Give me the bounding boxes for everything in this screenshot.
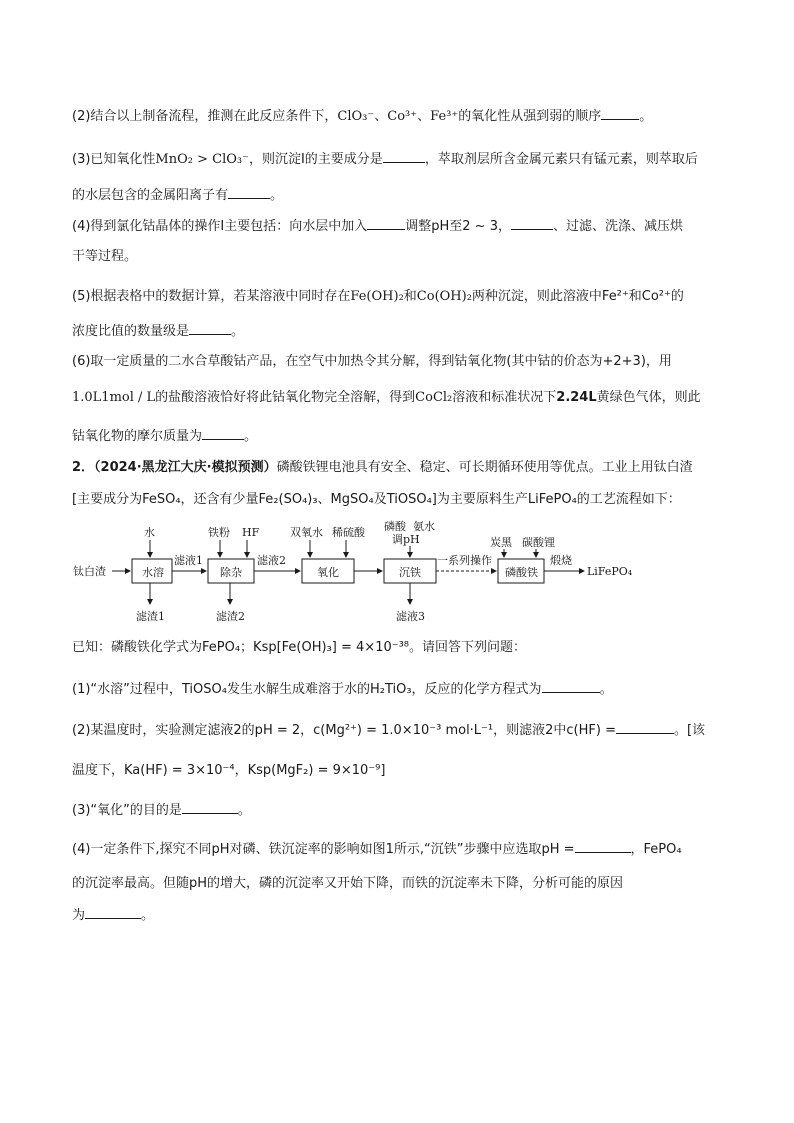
s4-suffix: ，FePO₄ bbox=[630, 842, 682, 857]
formula-fe-oh2: Fe(OH)₂ bbox=[350, 289, 404, 304]
q3-suffix: ，萃取剂层所含金属元素只有锰元素，则萃取后 bbox=[424, 152, 698, 167]
flow-output-label: 滤渣2 bbox=[216, 610, 245, 623]
subquestion-4-line1 bbox=[72, 838, 682, 860]
question-6-line3 bbox=[72, 425, 257, 447]
subquestion-2-line1 bbox=[72, 719, 705, 741]
problem-number: 2． bbox=[72, 460, 95, 475]
formula-cocl2: CoCl₂ bbox=[415, 390, 453, 405]
flow-box-label: 磷酸铁 bbox=[505, 566, 538, 579]
s2-end: 。[该 bbox=[673, 723, 706, 738]
q5-line2-end: 。 bbox=[231, 324, 245, 339]
s4-line3-prefix: 为 bbox=[72, 908, 86, 923]
process-flow-diagram bbox=[70, 520, 670, 626]
answer-blank[interactable] bbox=[616, 719, 674, 734]
q2-prefix: (2)结合以上制备流程，推测在此反应条件下， bbox=[72, 109, 338, 124]
answer-blank[interactable] bbox=[189, 320, 231, 335]
subquestion-1 bbox=[72, 678, 613, 700]
answer-blank[interactable] bbox=[383, 148, 425, 163]
flow-arrow-label: 煅烧 bbox=[550, 554, 572, 567]
q6-volume: 2.24L bbox=[556, 390, 597, 405]
question-5-line1 bbox=[72, 287, 684, 307]
subquestion-4-line2: 的沉淀率最高。但随pH的增大，磷的沉淀率又开始下降，而铁的沉淀率未下降，分析可能的原因 bbox=[72, 876, 624, 891]
flow-input-label: HF bbox=[242, 526, 260, 539]
q4-prefix: (4)得到氯化钴晶体的操作Ⅰ主要包括：向水层中加入 bbox=[72, 219, 368, 234]
subquestion-3 bbox=[72, 799, 251, 821]
question-3-line2 bbox=[72, 184, 283, 206]
q5-and: 和 bbox=[403, 289, 417, 304]
q6-line3-prefix: 钴氧化物的摩尔质量为 bbox=[72, 429, 203, 444]
question-6-line1: (6)取一定质量的二水合草酸钴产品，在空气中加热令其分解，得到钴氧化物(其中钴的价态为+2+3)，用 bbox=[72, 354, 672, 369]
answer-blank[interactable] bbox=[367, 215, 405, 230]
separator: 、 bbox=[374, 109, 388, 124]
flow-input-label: 双氧水 bbox=[290, 526, 323, 539]
species-co3: Co³⁺ bbox=[387, 109, 418, 124]
flow-box-label: 沉铁 bbox=[399, 566, 421, 579]
answer-blank[interactable] bbox=[542, 678, 600, 693]
answer-blank[interactable] bbox=[511, 215, 553, 230]
q4-suffix: 、过滤、洗涤、减压烘 bbox=[552, 219, 683, 234]
flow-input-label: 磷酸 bbox=[384, 520, 406, 533]
problem-text: 磷酸铁锂电池具有安全、稳定、可长期循环使用等优点。工业上用钛白渣 bbox=[276, 460, 693, 475]
answer-blank[interactable] bbox=[575, 838, 631, 853]
question-4-line2: 干等过程。 bbox=[72, 249, 138, 264]
q5-prefix: (5)根据表格中的数据计算，若某溶液中同时存在 bbox=[72, 289, 351, 304]
q3-line2-end: 。 bbox=[270, 188, 284, 203]
flow-input-label: 碳酸锂 bbox=[522, 536, 555, 549]
q2-suffix: 的氧化性从强到弱的顺序 bbox=[458, 109, 602, 124]
q3-mid: ，则沉淀Ⅰ的主要成分是 bbox=[248, 152, 383, 167]
s2-prefix: (2)某温度时，实验测定滤液2的pH = 2，c(Mg²⁺) = 1.0×10⁻³ mol·L⁻¹，则滤液2中c(HF) = bbox=[72, 723, 616, 738]
flow-input-label: 调pH bbox=[392, 533, 420, 546]
q6-line2-a: 1.0L1mol / L的盐酸溶液恰好将此钴氧化物完全溶解，得到 bbox=[72, 390, 416, 405]
s3-end: 。 bbox=[237, 803, 251, 818]
q4-mid: 调整pH至2 ~ 3， bbox=[405, 219, 511, 234]
question-6-line2 bbox=[72, 388, 701, 408]
s4-prefix: (4)一定条件下,探究不同pH对磷、铁沉淀率的影响如图1所示,“沉铁”步骤中应选取pH = bbox=[72, 842, 575, 857]
q6-line3-end: 。 bbox=[244, 429, 258, 444]
problem-source: （2024·黑龙江大庆·模拟预测） bbox=[94, 460, 277, 475]
q5-line2-prefix: 浓度比值的数量级是 bbox=[72, 324, 190, 339]
subquestion-2-line2: 温度下，Ka(HF) = 3×10⁻⁴，Ksp(MgF₂) = 9×10⁻⁹] bbox=[72, 763, 386, 778]
q6-line2-c: 溶液和标准状况下 bbox=[452, 390, 557, 405]
problem-2-line2: [主要成分为FeSO₄，还含有少量Fe₂(SO₄)₃、MgSO₄及TiOSO₄]为主要原料生产LiFePO₄的工艺流程如下： bbox=[72, 492, 681, 507]
q5-suffix: 两种沉淀，则此溶液中Fe²⁺和Co²⁺的 bbox=[471, 289, 684, 304]
species-fe3: Fe³⁺ bbox=[430, 109, 459, 124]
subquestion-4-line3 bbox=[72, 904, 154, 926]
q3-formula: MnO₂ > ClO₃⁻ bbox=[155, 152, 249, 167]
flow-arrow-label: 一系列操作 bbox=[437, 554, 492, 567]
question-4-line1 bbox=[72, 215, 683, 237]
question-5-line2 bbox=[72, 320, 244, 342]
flow-box-label: 氧化 bbox=[317, 566, 339, 579]
flow-arrow-label: 滤液1 bbox=[174, 554, 203, 567]
species-clo3: ClO₃⁻ bbox=[337, 109, 375, 124]
flow-input-label: 铁粉 bbox=[208, 526, 230, 539]
q3-prefix: (3)已知氧化性 bbox=[72, 152, 156, 167]
flow-arrow-label: 滤液2 bbox=[257, 554, 286, 567]
flow-output-label: 滤液3 bbox=[396, 610, 425, 623]
s1-end: 。 bbox=[599, 682, 613, 697]
q3-line2-prefix: 的水层包含的金属阳离子有 bbox=[72, 188, 229, 203]
known-conditions: 已知：磷酸铁化学式为FePO₄；Ksp[Fe(OH)₃] = 4×10⁻³⁸。请回答下列问题： bbox=[72, 640, 527, 655]
q6-line2-e: 黄绿色气体，则此 bbox=[596, 390, 701, 405]
formula-co-oh2: Co(OH)₂ bbox=[416, 289, 472, 304]
q2-end: 。 bbox=[639, 109, 653, 124]
separator: 、 bbox=[417, 109, 431, 124]
s1-prefix: (1)“水溶”过程中，TiOSO₄发生水解生成难溶于水的H₂TiO₃，反应的化学方程式为 bbox=[72, 682, 542, 697]
flow-product-label: LiFePO₄ bbox=[587, 565, 633, 578]
flow-box-label: 除杂 bbox=[220, 566, 242, 579]
answer-blank[interactable] bbox=[182, 799, 238, 814]
flow-output-label: 滤渣1 bbox=[136, 610, 165, 623]
s4-line3-end: 。 bbox=[141, 908, 155, 923]
answer-blank[interactable] bbox=[228, 184, 270, 199]
answer-blank[interactable] bbox=[202, 425, 244, 440]
answer-blank[interactable] bbox=[85, 904, 141, 919]
s3-prefix: (3)“氧化”的目的是 bbox=[72, 803, 182, 818]
flow-input-label: 稀硫酸 bbox=[332, 526, 365, 539]
flow-input-label: 水 bbox=[144, 526, 155, 539]
question-2 bbox=[72, 105, 652, 127]
question-3-line1 bbox=[72, 148, 698, 170]
flow-input-label: 氨水 bbox=[413, 520, 435, 533]
flow-box-label: 水溶 bbox=[142, 566, 164, 579]
problem-2-line1 bbox=[72, 458, 693, 478]
flow-start-label: 钛白渣 bbox=[73, 565, 106, 578]
answer-blank[interactable] bbox=[601, 105, 639, 120]
flow-input-label: 炭黑 bbox=[490, 536, 512, 549]
